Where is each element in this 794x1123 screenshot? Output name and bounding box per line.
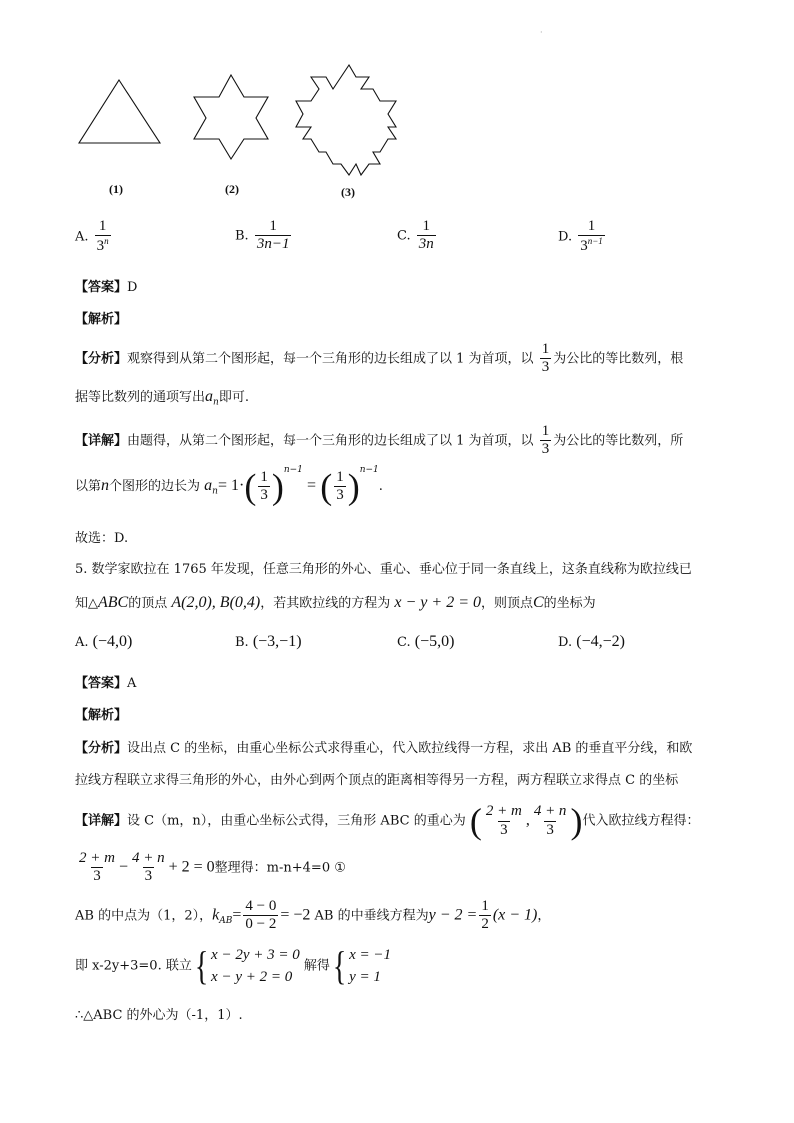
q4-fenxi-line1: 【分析】观察得到从第二个图形起，每一个三角形的边长组成了以 1 为首项，以 $\frac{1}{3}$ 为公比的等比数列，根 bbox=[75, 341, 684, 376]
q5-answer: 【答案】A bbox=[75, 676, 137, 691]
q5-option-b: B. (−3,−1) bbox=[235, 633, 302, 650]
q5-stem-line2: 知△ABC的顶点 A(2,0), B(0,4)，若其欧拉线的方程为 x − y + 2 = 0，则顶点C的坐标为 bbox=[75, 594, 596, 611]
q4-analysis-tag: 【解析】 bbox=[75, 312, 128, 327]
option-label: A. bbox=[75, 229, 89, 245]
figure-label-1: (1) bbox=[109, 182, 123, 196]
option-fraction: $\frac{1}{3n-1}$ bbox=[256, 218, 290, 253]
option-fraction: $\frac{1}{3n}$ bbox=[418, 218, 434, 253]
q4-conclusion: 故选：D. bbox=[75, 531, 129, 546]
figure-1-triangle bbox=[79, 80, 160, 143]
q5-midpoint-line: AB 的中点为（1，2），$k_{AB}=$ $\frac{4 - 0}{0 - 2}$ = −2 AB 的中垂线方程为y − 2 = $\frac{1}{2}$ (x − 1)， bbox=[75, 898, 551, 933]
q4-fenxi-line2: 据等比数列的通项写出$a_n$即可. bbox=[75, 388, 249, 408]
q5-detail-line1: 【详解】设 C（m，n），由重心坐标公式得，三角形 ABC 的重心为 ( $\frac{2 + m}{3}$ , $\frac{4 + n}{3}$ )代入欧拉线方程得： bbox=[75, 801, 700, 841]
q5-stem-line1: 5. 数学家欧拉在 1765 年发现，任意三角形的外心、重心、垂心位于同一条直线上，这条直线称为欧拉线已 bbox=[75, 562, 692, 577]
q5-analysis-tag: 【解析】 bbox=[75, 708, 128, 723]
q4-option-c bbox=[397, 218, 438, 254]
option-label: C. bbox=[397, 228, 411, 244]
q5-system-line: 即 x-2y+3=0. 联立{ x − 2y + 3 = 0 x − y + 2 = 0 解得{ x = −1 y = 1 bbox=[75, 943, 391, 988]
q4-option-d bbox=[558, 218, 607, 256]
page-mark: · bbox=[540, 28, 543, 37]
option-label: B. bbox=[235, 228, 249, 244]
q5-option-a: A. (−4,0) bbox=[75, 633, 133, 650]
option-fraction: $\frac{1}{3^n}$ bbox=[96, 218, 109, 255]
q4-option-a bbox=[75, 218, 113, 256]
option-label: D. bbox=[558, 229, 573, 245]
q5-option-d: D. (−4,−2) bbox=[558, 633, 625, 650]
figure-label-3: (3) bbox=[341, 185, 355, 199]
q5-fenxi-line2: 拉线方程联立求得三角形的外心，由外心到两个顶点的距离相等得另一方程，两方程联立求得点 C 的坐标 bbox=[75, 773, 679, 788]
q4-answer: 【答案】D bbox=[75, 280, 138, 295]
figure-2-star bbox=[194, 75, 268, 159]
q5-fenxi-line1: 【分析】设出点 C 的坐标，由重心坐标公式求得重心，代入欧拉线得一方程，求出 AB 的垂直平分线，和欧 bbox=[75, 741, 693, 756]
q5-option-c: C. (−5,0) bbox=[397, 633, 455, 650]
figure-3-snowflake bbox=[296, 65, 396, 175]
koch-figures bbox=[70, 55, 430, 205]
q5-circumcenter: ∴△ABC 的外心为（-1，1）. bbox=[75, 1008, 243, 1023]
option-fraction: $\frac{1}{3^{n-1}}$ bbox=[580, 218, 603, 255]
q4-detail-line2: 以第n个图形的边长为 $a_n= 1\cdot$( $\frac{1}{3}$ )$^{n-1}$ = ( $\frac{1}{3}$ )$^{n-1}$. bbox=[75, 465, 383, 507]
q4-option-b bbox=[235, 218, 293, 254]
figure-label-2: (2) bbox=[225, 182, 239, 196]
q4-detail-line1: 【详解】由题得，从第二个图形起，每一个三角形的边长组成了以 1 为首项，以 $\frac{1}{3}$ 为公比的等比数列，所 bbox=[75, 423, 684, 458]
q5-equation-1: $\frac{2 + m}{3}$ − $\frac{4 + n}{3}$ + 2 = 0整理得：m-n+4=0 ① bbox=[79, 850, 346, 885]
